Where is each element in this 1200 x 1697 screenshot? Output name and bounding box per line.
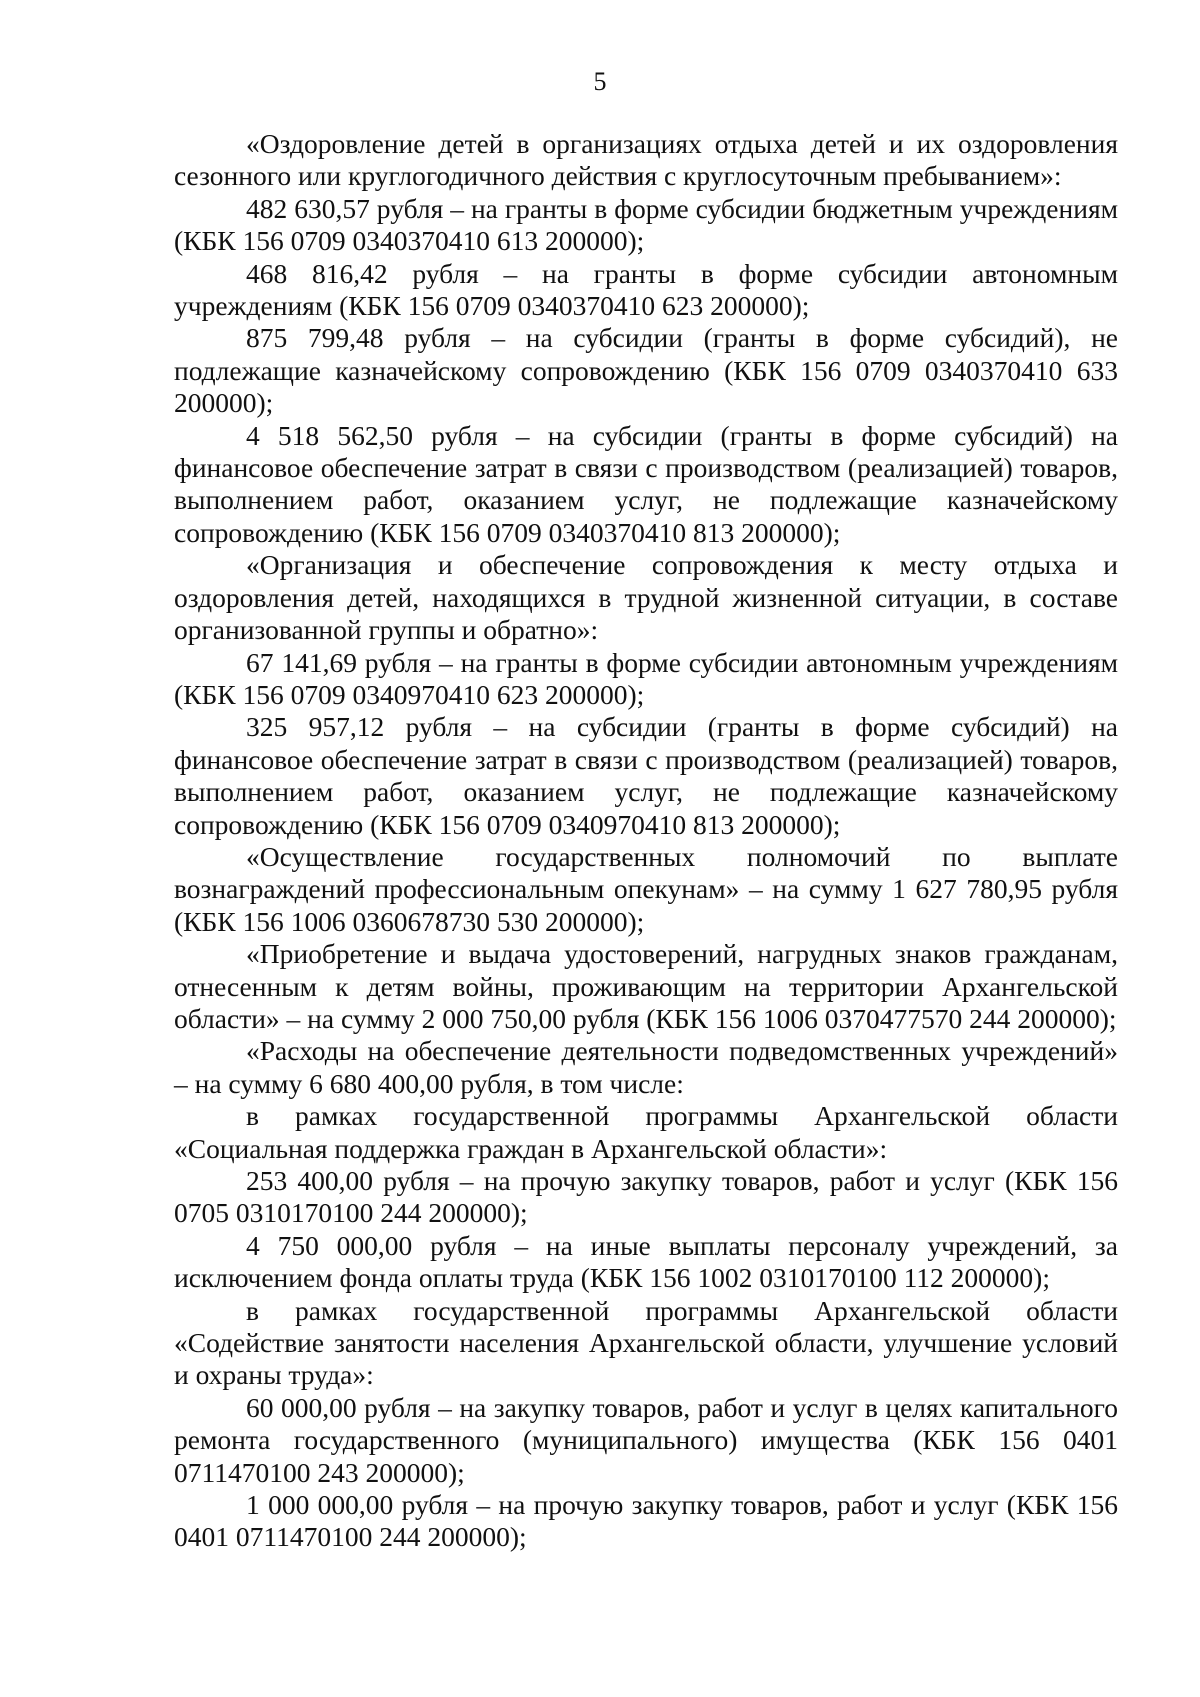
paragraph: 60 000,00 рубля – на закупку товаров, работ и услуг в целях капитального ремонта государственного (муниципального) имущества (КБК 156 0401 0711470100 243 200000); — [174, 1391, 1118, 1488]
paragraph: в рамках государственной программы Архангельской области «Содействие занятости населения Архангельской области, улучшение условий и охраны труда»: — [174, 1294, 1118, 1391]
paragraph: 4 518 562,50 рубля – на субсидии (гранты в форме субсидий) на финансовое обеспечение затрат в связи с производством (реализацией) товаров, выполнением работ, оказанием услуг, не подлежащие казначейскому сопровождению (КБК 156 0709 0340370410 813 200000); — [174, 419, 1118, 548]
paragraph: 325 957,12 рубля – на субсидии (гранты в форме субсидий) на финансовое обеспечение затрат в связи с производством (реализацией) товаров, выполнением работ, оказанием услуг, не подлежащие казначейскому сопровождению (КБК 156 0709 0340970410 813 200000); — [174, 711, 1118, 840]
paragraph: 67 141,69 рубля – на гранты в форме субсидии автономным учреждениям (КБК 156 0709 0340970410 623 200000); — [174, 646, 1118, 710]
document-body — [174, 128, 1118, 1554]
paragraph: 1 000 000,00 рубля – на прочую закупку товаров, работ и услуг (КБК 156 0401 0711470100 244 200000); — [174, 1489, 1118, 1553]
paragraph: 482 630,57 рубля – на гранты в форме субсидии бюджетным учреждениям (КБК 156 0709 0340370410 613 200000); — [174, 192, 1118, 257]
paragraph: в рамках государственной программы Архангельской области «Социальная поддержка граждан в Архангельской области»: — [174, 1100, 1118, 1164]
page-number: 5 — [593, 67, 607, 96]
paragraph: «Расходы на обеспечение деятельности подведомственных учреждений» – на сумму 6 680 400,00 рубля, в том числе: — [174, 1035, 1118, 1099]
paragraph: 875 799,48 рубля – на субсидии (гранты в форме субсидий), не подлежащие казначейскому сопровождению (КБК 156 0709 0340370410 633 200000); — [174, 322, 1118, 419]
paragraph: 468 816,42 рубля – на гранты в форме субсидии автономным учреждениям (КБК 156 0709 0340370410 623 200000); — [174, 257, 1118, 322]
paragraph: 253 400,00 рубля – на прочую закупку товаров, работ и услуг (КБК 156 0705 0310170100 244 200000); — [174, 1165, 1118, 1229]
paragraph: «Осуществление государственных полномочий по выплате вознаграждений профессиональным опекунам» – на сумму 1 627 780,95 рубля (КБК 156 1006 0360678730 530 200000); — [174, 840, 1118, 937]
paragraph: «Приобретение и выдача удостоверений, нагрудных знаков гражданам, отнесенным к детям войны, проживающим на территории Архангельской области» – на сумму 2 000 750,00 рубля (КБК 156 1006 0370477570 244 200000); — [174, 938, 1118, 1034]
paragraph: 4 750 000,00 рубля – на иные выплаты персоналу учреждений, за исключением фонда оплаты труда (КБК 156 1002 0310170100 112 200000); — [174, 1229, 1118, 1294]
paragraph: «Организация и обеспечение сопровождения к месту отдыха и оздоровления детей, находящихся в трудной жизненной ситуации, в составе организованной группы и обратно»: — [174, 549, 1118, 646]
paragraph: «Оздоровление детей в организациях отдыха детей и их оздоровления сезонного или круглогодичного действия с круглосуточным пребыванием»: — [174, 128, 1118, 192]
